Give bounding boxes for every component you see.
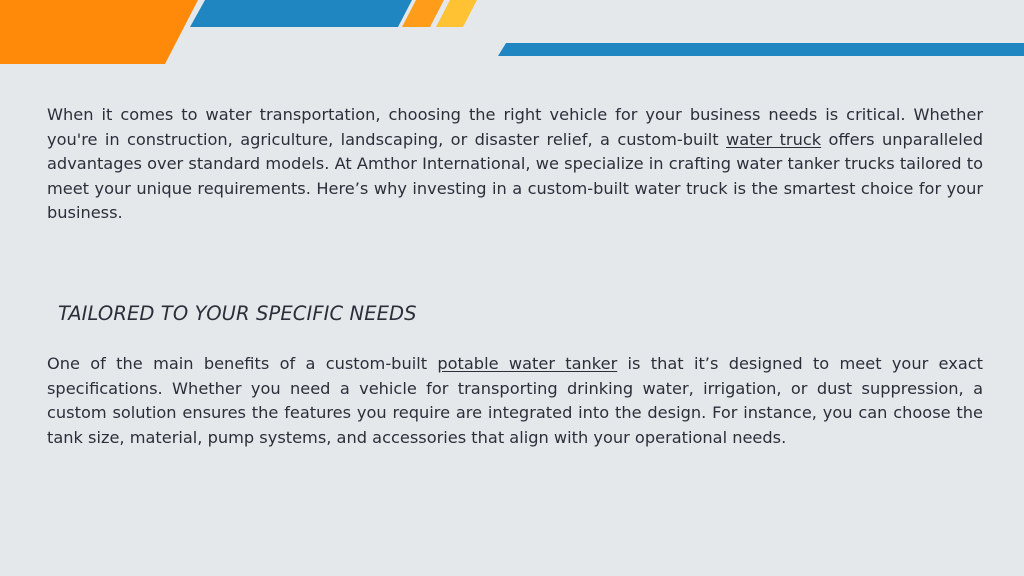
section-heading: TAILORED TO YOUR SPECIFIC NEEDS (58, 302, 417, 325)
yellow-stripe-small (436, 0, 477, 27)
potable-water-tanker-link[interactable]: potable water tanker (437, 354, 618, 373)
intro-paragraph (47, 103, 983, 226)
section-text-start: One of the main benefits of a custom-built (47, 354, 438, 373)
orange-banner-shape (0, 0, 198, 64)
header-decoration (0, 0, 1024, 70)
section-paragraph (47, 352, 983, 450)
intro-text-start: When it comes to water transportation, choosing the right vehicle for your business needs is critical. Whether you're in construction, agriculture, landscaping, or disaster relief, a custom-built (47, 105, 983, 149)
intro-text-end: offers unparalleled advantages over standard models. At Amthor International, we specialize in crafting water tanker trucks tailored to meet your unique requirements. Here’s why investing in a custom-built water truck is the smartest choice for your business. (47, 129, 983, 222)
section-text-end: is that it’s designed to meet your exact specifications. Whether you need a vehicle for transporting drinking water, irrigation, or dust suppression, a custom solution ensures the features you require are integrated into the design. For instance, you can choose the tank size, material, pump systems, and accessories that align with your operational needs. (47, 354, 983, 447)
blue-stripe-top (190, 0, 412, 27)
blue-stripe-right (498, 43, 1024, 56)
water-truck-link[interactable]: water truck (726, 129, 822, 149)
